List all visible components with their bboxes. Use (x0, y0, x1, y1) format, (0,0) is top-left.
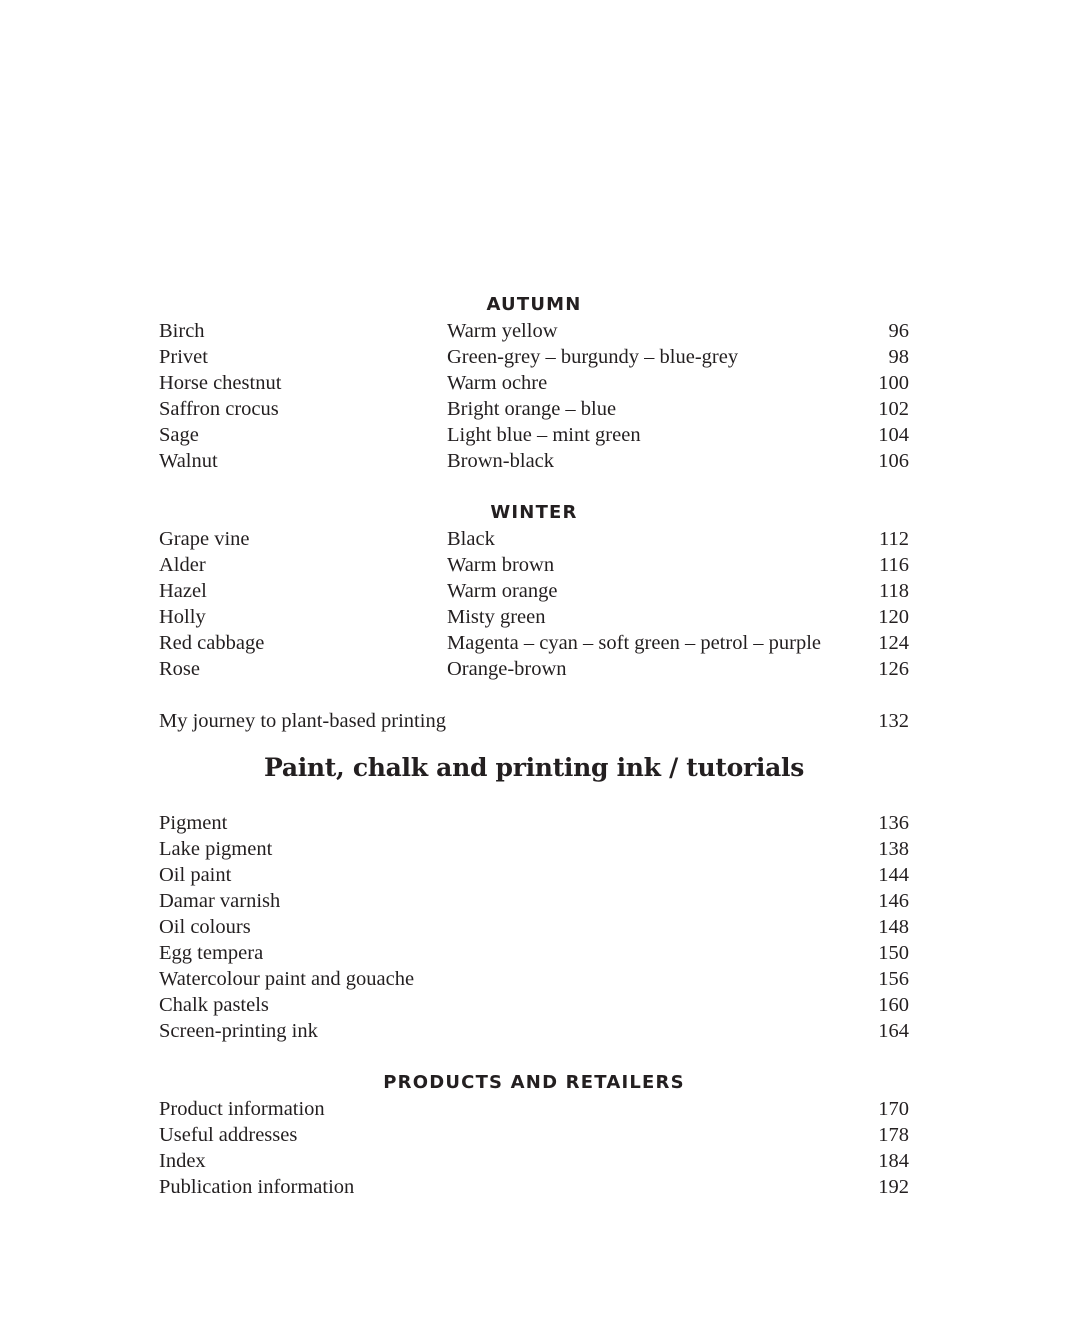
spacer (159, 682, 909, 708)
entry-title: My journey to plant-based printing (159, 710, 446, 732)
page-number: 102 (878, 398, 909, 420)
page-number: 116 (879, 554, 909, 576)
colour-description: Brown-black (447, 450, 555, 472)
autumn-section (159, 292, 909, 474)
toc-entry (159, 344, 909, 370)
plant-name: Birch (159, 320, 205, 342)
page-number: 124 (878, 632, 909, 654)
spacer (159, 474, 909, 500)
entry-title: Watercolour paint and gouache (159, 968, 415, 990)
toc-entry (159, 1096, 909, 1122)
page-number: 160 (878, 994, 909, 1016)
section-heading-autumn: AUTUMN (486, 294, 582, 315)
tutorials-section (159, 810, 909, 1044)
plant-name: Grape vine (159, 528, 250, 550)
toc-entry (159, 836, 909, 862)
page-number: 120 (878, 606, 909, 628)
entry-title: Oil colours (159, 916, 251, 938)
colour-description: Black (447, 528, 495, 550)
table-of-contents (159, 292, 909, 1200)
entry-title: Publication information (159, 1176, 355, 1198)
entry-title: Useful addresses (159, 1124, 298, 1146)
toc-entry (159, 318, 909, 344)
colour-description: Light blue – mint green (447, 424, 641, 446)
page-number: 106 (878, 450, 909, 472)
page-number: 98 (888, 346, 909, 368)
page-number: 136 (878, 812, 909, 834)
toc-entry (159, 630, 909, 656)
plant-name: Rose (159, 658, 200, 680)
plant-name: Holly (159, 606, 206, 628)
page-number: 144 (878, 864, 909, 886)
colour-description: Warm brown (447, 554, 555, 576)
toc-entry (159, 966, 909, 992)
toc-entry (159, 1018, 909, 1044)
toc-entry (159, 656, 909, 682)
page-number: 170 (878, 1098, 909, 1120)
plant-name: Horse chestnut (159, 372, 282, 394)
page-number: 112 (879, 528, 909, 550)
page-number: 150 (878, 942, 909, 964)
page-number: 138 (878, 838, 909, 860)
colour-description: Magenta – cyan – soft green – petrol – purple (447, 632, 822, 654)
tutorials-heading: Paint, chalk and printing ink / tutorials (264, 753, 804, 782)
winter-section (159, 500, 909, 682)
toc-entry (159, 1122, 909, 1148)
entry-title: Screen-printing ink (159, 1020, 318, 1042)
products-section (159, 1070, 909, 1200)
plant-name: Alder (159, 554, 206, 576)
plant-name: Saffron crocus (159, 398, 279, 420)
toc-entry-journey (159, 708, 909, 734)
plant-name: Red cabbage (159, 632, 265, 654)
toc-entry (159, 1148, 909, 1174)
entry-title: Egg tempera (159, 942, 264, 964)
page-number: 192 (878, 1176, 909, 1198)
toc-entry (159, 370, 909, 396)
page-number: 184 (878, 1150, 909, 1172)
page-number: 132 (878, 710, 909, 732)
toc-entry (159, 552, 909, 578)
colour-description: Orange-brown (447, 658, 567, 680)
entry-title: Oil paint (159, 864, 232, 886)
toc-entry (159, 810, 909, 836)
entry-title: Pigment (159, 812, 228, 834)
toc-entry (159, 526, 909, 552)
colour-description: Warm ochre (447, 372, 548, 394)
page-number: 126 (878, 658, 909, 680)
page-number: 104 (878, 424, 909, 446)
toc-entry (159, 914, 909, 940)
page-number: 148 (878, 916, 909, 938)
section-heading-products: PRODUCTS AND RETAILERS (383, 1072, 685, 1093)
plant-name: Privet (159, 346, 208, 368)
toc-entry (159, 604, 909, 630)
colour-description: Warm orange (447, 580, 558, 602)
colour-description: Bright orange – blue (447, 398, 617, 420)
page-number: 100 (878, 372, 909, 394)
toc-entry (159, 396, 909, 422)
section-heading-winter: WINTER (490, 502, 578, 523)
entry-title: Lake pigment (159, 838, 273, 860)
toc-entry (159, 422, 909, 448)
colour-description: Green-grey – burgundy – blue-grey (447, 346, 739, 368)
toc-entry (159, 448, 909, 474)
toc-entry (159, 940, 909, 966)
toc-entry (159, 862, 909, 888)
entry-title: Chalk pastels (159, 994, 269, 1016)
entry-title: Damar varnish (159, 890, 281, 912)
plant-name: Hazel (159, 580, 207, 602)
plant-name: Walnut (159, 450, 218, 472)
page-number: 178 (878, 1124, 909, 1146)
page-number: 164 (878, 1020, 909, 1042)
entry-title: Index (159, 1150, 206, 1172)
page-number: 146 (878, 890, 909, 912)
colour-description: Warm yellow (447, 320, 558, 342)
plant-name: Sage (159, 424, 199, 446)
page-number: 118 (879, 580, 909, 602)
toc-entry (159, 992, 909, 1018)
toc-entry (159, 888, 909, 914)
toc-entry (159, 578, 909, 604)
page-number: 96 (888, 320, 909, 342)
entry-title: Product information (159, 1098, 325, 1120)
page-number: 156 (878, 968, 909, 990)
spacer (159, 1044, 909, 1070)
colour-description: Misty green (447, 606, 546, 628)
toc-entry (159, 1174, 909, 1200)
